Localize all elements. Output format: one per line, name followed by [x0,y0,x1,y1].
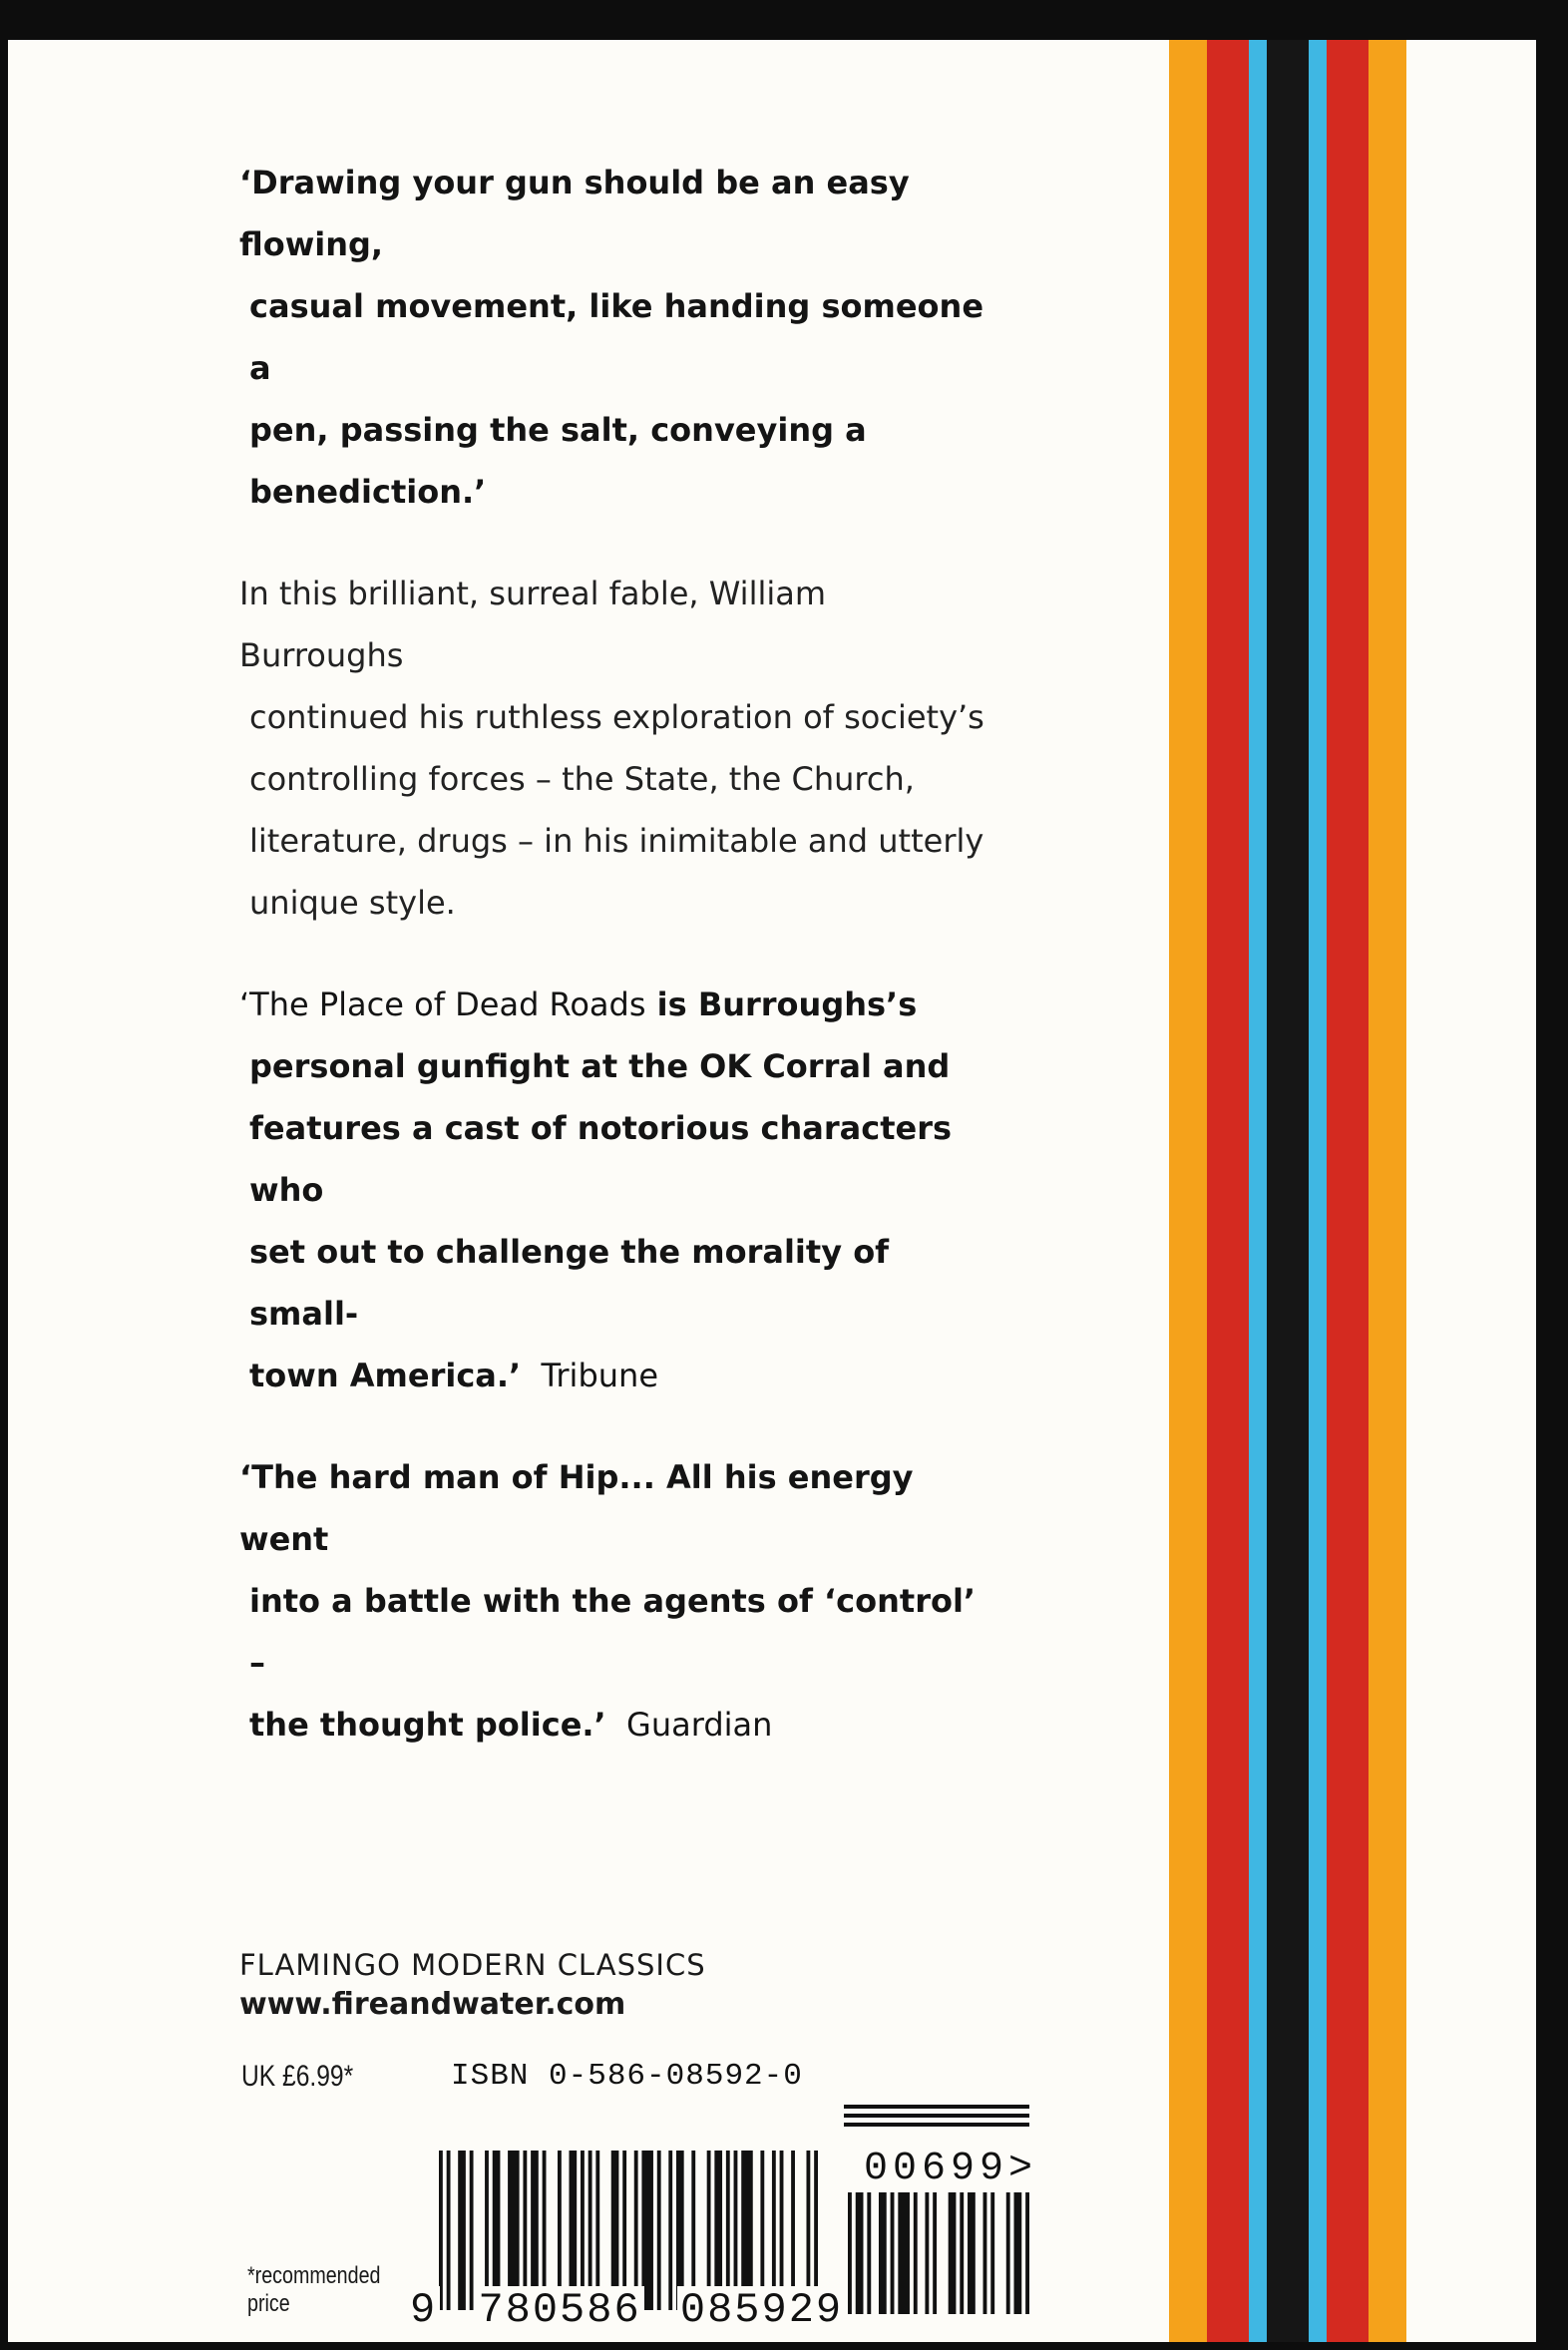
review-text: is Burroughs’s [645,985,918,1023]
isbn-label: ISBN 0-586-08592-0 [451,2059,803,2094]
stripe-blue [1249,40,1267,2342]
spine-stripes [1169,40,1428,2342]
barcode-digit-lead: 9 [407,2286,440,2334]
review-line [239,1345,658,1406]
tribune-review [239,974,997,1406]
stripe-red [1327,40,1369,2342]
recommended-price-note [247,2262,380,2318]
blurb-line: controlling forces – the State, the Church, [249,760,915,798]
review-text: the thought police.’ [249,1706,606,1744]
barcode-bar [1014,2192,1022,2314]
blurb-line: literature, drugs – in his inimitable and utterly [249,822,984,860]
review-line: into a battle with the agents of ‘control’ – [249,1582,977,1682]
book-back-cover [8,40,1536,2342]
review-source: Tribune [541,1357,658,1394]
barcode-bar [933,2192,937,2314]
barcode-bar [960,2192,964,2314]
barcode-digits [407,2286,846,2334]
quote-line: ‘Drawing your gun should be an easy flowing, [239,164,910,263]
blurb-line: In this brilliant, surreal fable, William Burroughs [239,575,827,674]
review-line: set out to challenge the morality of small- [249,1233,890,1333]
guardian-review [239,1446,997,1756]
stripe-orange [1369,40,1406,2342]
review-line: ‘The hard man of Hip... All his energy went [239,1458,914,1558]
barcode-bar [1025,2192,1029,2314]
price-addon-barcode [848,2192,1029,2314]
stripe-red [1207,40,1249,2342]
note-line: *recommended [247,2262,381,2289]
blurb-paragraph [239,563,997,934]
barcode-digits-left: 780586 [475,2286,643,2334]
barcode-bar [949,2192,957,2314]
blurb-line: unique style. [249,884,456,922]
barcode-bar [1006,2192,1010,2314]
barcode-bar [968,2192,976,2314]
review-text: town America.’ [249,1357,522,1394]
addon-digits: 00699> [864,2147,1038,2191]
price-label: UK £6.99* [241,2060,354,2093]
review-line [239,1694,772,1756]
barcode-bar [914,2192,918,2314]
cover-text-column [239,152,997,1795]
barcode-bar [867,2192,871,2314]
stripe-orange [1169,40,1207,2342]
blurb-line: continued his ruthless exploration of society’s [249,698,984,736]
barcode-bar [848,2192,852,2314]
quote-line: casual movement, like handing someone a [249,287,984,387]
barcode-bar [990,2192,994,2314]
barcode-bar [891,2192,895,2314]
series-name: FLAMINGO MODERN CLASSICS [239,1948,706,1982]
publisher-website: www.fireandwater.com [239,1987,626,2022]
barcode-digits-right: 085929 [677,2286,846,2334]
barcode-bar [925,2192,929,2314]
book-title-inline: ‘The Place of Dead Roads [239,985,646,1023]
review-line: features a cast of notorious characters who [249,1109,953,1209]
barcode-bar [898,2192,910,2314]
stripe-blue [1309,40,1327,2342]
barcode-bar [856,2192,864,2314]
stripe-black [1267,40,1309,2342]
review-line [239,974,997,1035]
publisher-imprint [239,1945,706,2025]
review-line: personal gunfight at the OK Corral and [249,1047,951,1085]
opening-quote [239,152,997,523]
barcode-bar [983,2192,987,2314]
addon-rule-lines [844,2105,1029,2132]
barcode-bar [879,2192,887,2314]
note-line: price [247,2290,290,2317]
quote-line: pen, passing the salt, conveying a benediction.’ [249,411,867,511]
review-source: Guardian [626,1706,773,1744]
